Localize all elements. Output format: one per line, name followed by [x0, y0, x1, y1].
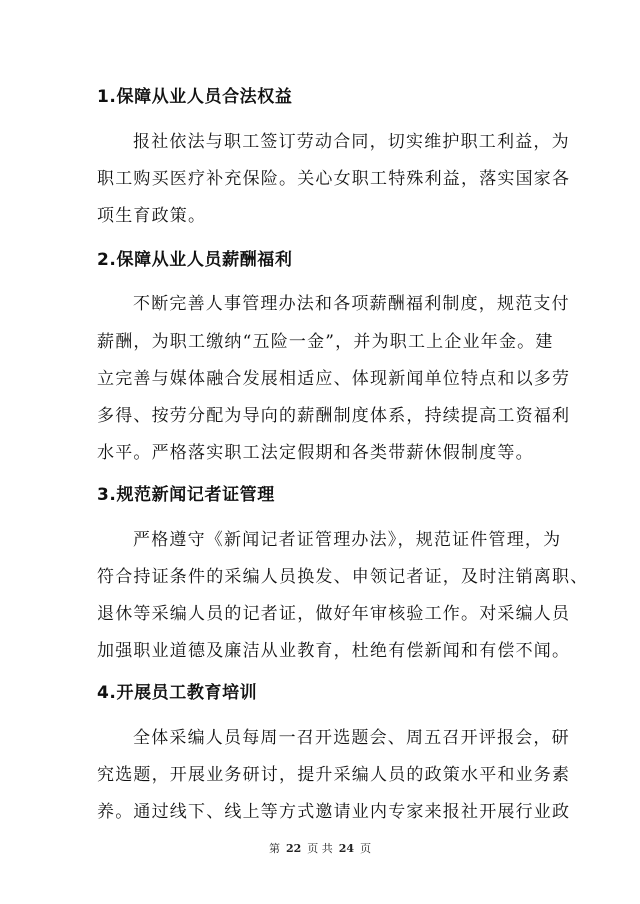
section-heading-4: 4.开展员工教育培训	[97, 683, 258, 703]
footer-middle: 页 共	[307, 842, 333, 855]
paragraph-line: 立完善与媒体融合发展相适应、体现新闻单位特点和以多劳	[97, 369, 571, 389]
footer-prefix: 第	[268, 842, 280, 855]
paragraph-line: 全体采编人员每周一召开选题会、周五召开评报会，研	[133, 728, 570, 748]
section-heading-3: 3.规范新闻记者证管理	[97, 485, 275, 505]
paragraph-line: 多得、按劳分配为导向的薪酬制度体系，持续提高工资福利	[97, 406, 571, 426]
current-page-number: 22	[285, 842, 302, 855]
total-pages-number: 24	[338, 842, 355, 855]
paragraph-line: 严格遵守《新闻记者证管理办法》，规范证件管理，为	[133, 530, 562, 550]
paragraph-line: 不断完善人事管理办法和各项薪酬福利制度，规范支付	[133, 294, 570, 314]
paragraph-line: 薪酬，为职工缴纳“五险一金”，并为职工上企业年金。建	[97, 332, 554, 352]
footer-suffix: 页	[360, 842, 372, 855]
paragraph-line: 符合持证条件的采编人员换发、申领记者证，及时注销离职、	[97, 567, 589, 587]
paragraph-line: 报社依法与职工签订劳动合同，切实维护职工利益，为	[133, 132, 570, 152]
page-footer	[0, 841, 640, 857]
paragraph-line: 职工购买医疗补充保险。关心女职工特殊利益，落实国家各	[97, 169, 571, 189]
paragraph-line: 养。通过线下、线上等方式邀请业内专家来报社开展行业政	[97, 802, 571, 822]
paragraph-line: 加强职业道德及廉洁从业教育，杜绝有偿新闻和有偿不闻。	[97, 641, 571, 661]
paragraph-line: 项生育政策。	[97, 206, 207, 226]
paragraph-line: 究选题，开展业务研讨，提升采编人员的政策水平和业务素	[97, 765, 571, 785]
paragraph-line: 水平。严格落实职工法定假期和各类带薪休假制度等。	[97, 443, 534, 463]
section-heading-1: 1.保障从业人员合法权益	[97, 87, 293, 107]
paragraph-line: 退休等采编人员的记者证，做好年审核验工作。对采编人员	[97, 604, 571, 624]
section-heading-2: 2.保障从业人员薪酬福利	[97, 250, 293, 270]
